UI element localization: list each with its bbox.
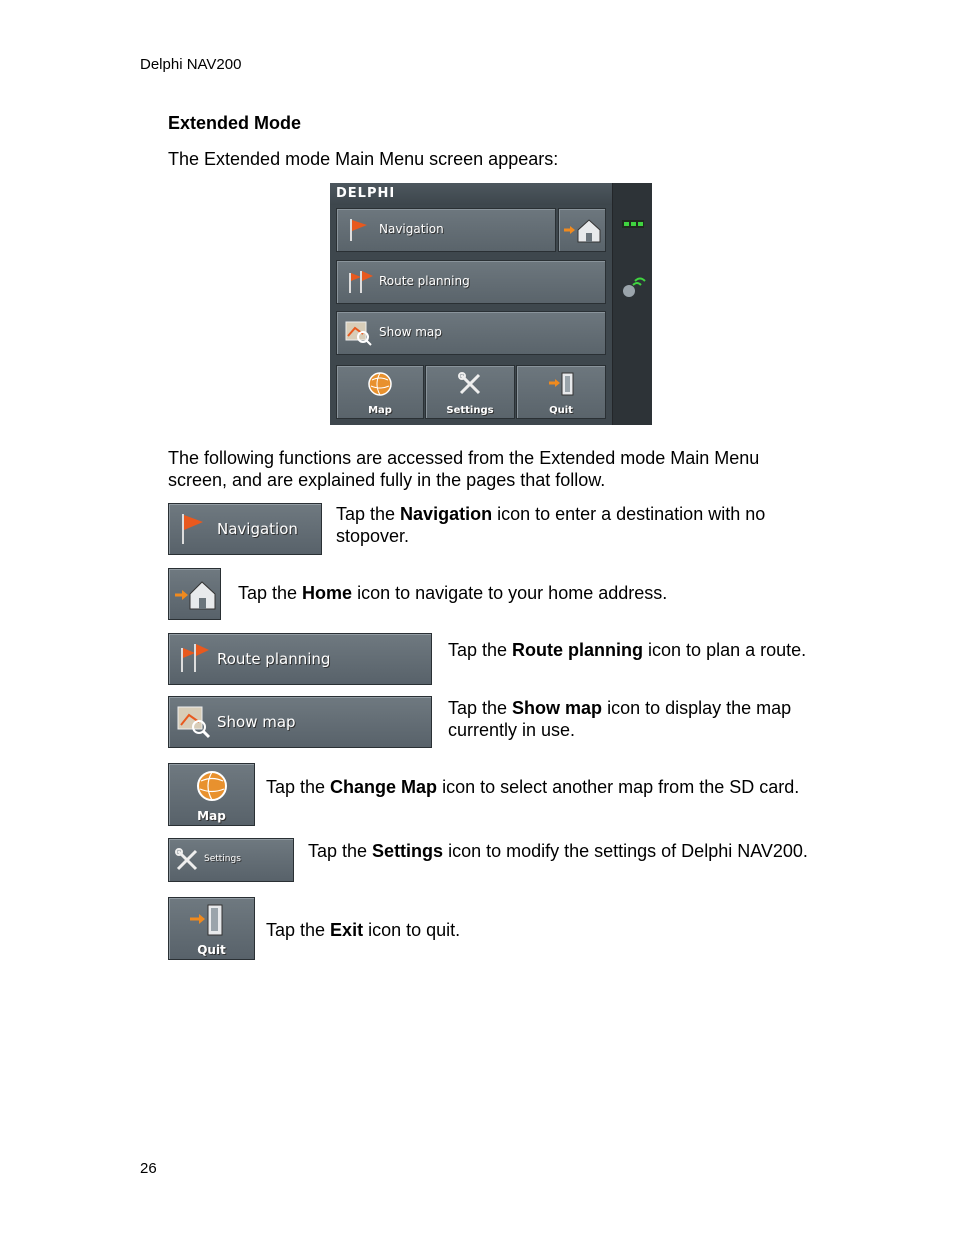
tools-icon bbox=[457, 371, 483, 397]
tools-icon bbox=[175, 848, 199, 872]
device-map-button[interactable] bbox=[336, 365, 424, 419]
home-description: Tap the Home icon to navigate to your home address. bbox=[238, 583, 668, 603]
navigation-button[interactable] bbox=[168, 503, 322, 555]
home-button[interactable] bbox=[168, 568, 221, 620]
device-quit-label: Quit bbox=[549, 405, 573, 416]
change-map-description: Tap the Change Map icon to select another map from the SD card. bbox=[266, 777, 800, 797]
device-show-map-button[interactable] bbox=[336, 311, 606, 355]
delphi-logo: DELPHI bbox=[336, 186, 396, 201]
device-show-map-label: Show map bbox=[379, 325, 442, 339]
device-route-planning-label: Route planning bbox=[379, 274, 470, 288]
page-number: 26 bbox=[140, 1160, 157, 1177]
globe-icon bbox=[367, 371, 393, 397]
home-icon bbox=[562, 216, 602, 244]
battery-icon bbox=[622, 220, 644, 228]
route-planning-button-label: Route planning bbox=[217, 650, 331, 668]
home-icon bbox=[173, 577, 217, 611]
map-magnifier-icon bbox=[345, 320, 373, 346]
route-planning-button[interactable] bbox=[168, 633, 432, 685]
route-planning-description: Tap the Route planning icon to plan a route. bbox=[448, 640, 807, 660]
show-map-button[interactable] bbox=[168, 696, 432, 748]
gps-signal-icon bbox=[621, 273, 647, 299]
map-magnifier-icon bbox=[177, 705, 211, 739]
device-settings-label: Settings bbox=[446, 405, 494, 416]
intro-text: The Extended mode Main Menu screen appears: bbox=[168, 149, 559, 169]
flags-icon bbox=[177, 642, 211, 674]
device-quit-button[interactable] bbox=[516, 365, 606, 419]
change-map-button[interactable] bbox=[168, 763, 255, 826]
exit-door-icon bbox=[189, 903, 229, 937]
quit-button-label: Quit bbox=[197, 943, 226, 957]
navigation-description: Tap the Navigation icon to enter a destination with no stopover. bbox=[336, 504, 766, 546]
change-map-button-label: Map bbox=[197, 809, 226, 823]
document-header: Delphi NAV200 bbox=[140, 56, 242, 73]
settings-button[interactable] bbox=[168, 838, 294, 882]
functions-paragraph: The following functions are accessed from the Extended mode Main Menu screen, and are explained fully in the pages that follow. bbox=[168, 448, 760, 490]
device-navigation-label: Navigation bbox=[379, 222, 444, 236]
globe-icon bbox=[196, 770, 228, 802]
device-main-menu-screenshot bbox=[330, 183, 652, 425]
show-map-description: Tap the Show map icon to display the map currently in use. bbox=[448, 698, 792, 740]
flags-icon bbox=[345, 269, 375, 295]
device-settings-button[interactable] bbox=[425, 365, 515, 419]
settings-description: Tap the Settings icon to modify the settings of Delphi NAV200. bbox=[308, 841, 808, 861]
section-title: Extended Mode bbox=[168, 113, 302, 133]
quit-button[interactable] bbox=[168, 897, 255, 960]
flag-icon bbox=[345, 217, 371, 243]
settings-button-label: Settings bbox=[204, 854, 241, 864]
device-home-button[interactable] bbox=[558, 208, 606, 252]
device-top-bar bbox=[330, 183, 612, 205]
navigation-button-label: Navigation bbox=[217, 520, 298, 538]
flag-icon bbox=[177, 512, 207, 546]
device-status-sidebar bbox=[612, 183, 652, 425]
device-map-label: Map bbox=[368, 405, 392, 416]
exit-door-icon bbox=[548, 371, 576, 397]
show-map-button-label: Show map bbox=[217, 713, 296, 731]
exit-description: Tap the Exit icon to quit. bbox=[266, 920, 461, 940]
device-navigation-button[interactable] bbox=[336, 208, 556, 252]
device-route-planning-button[interactable] bbox=[336, 260, 606, 304]
